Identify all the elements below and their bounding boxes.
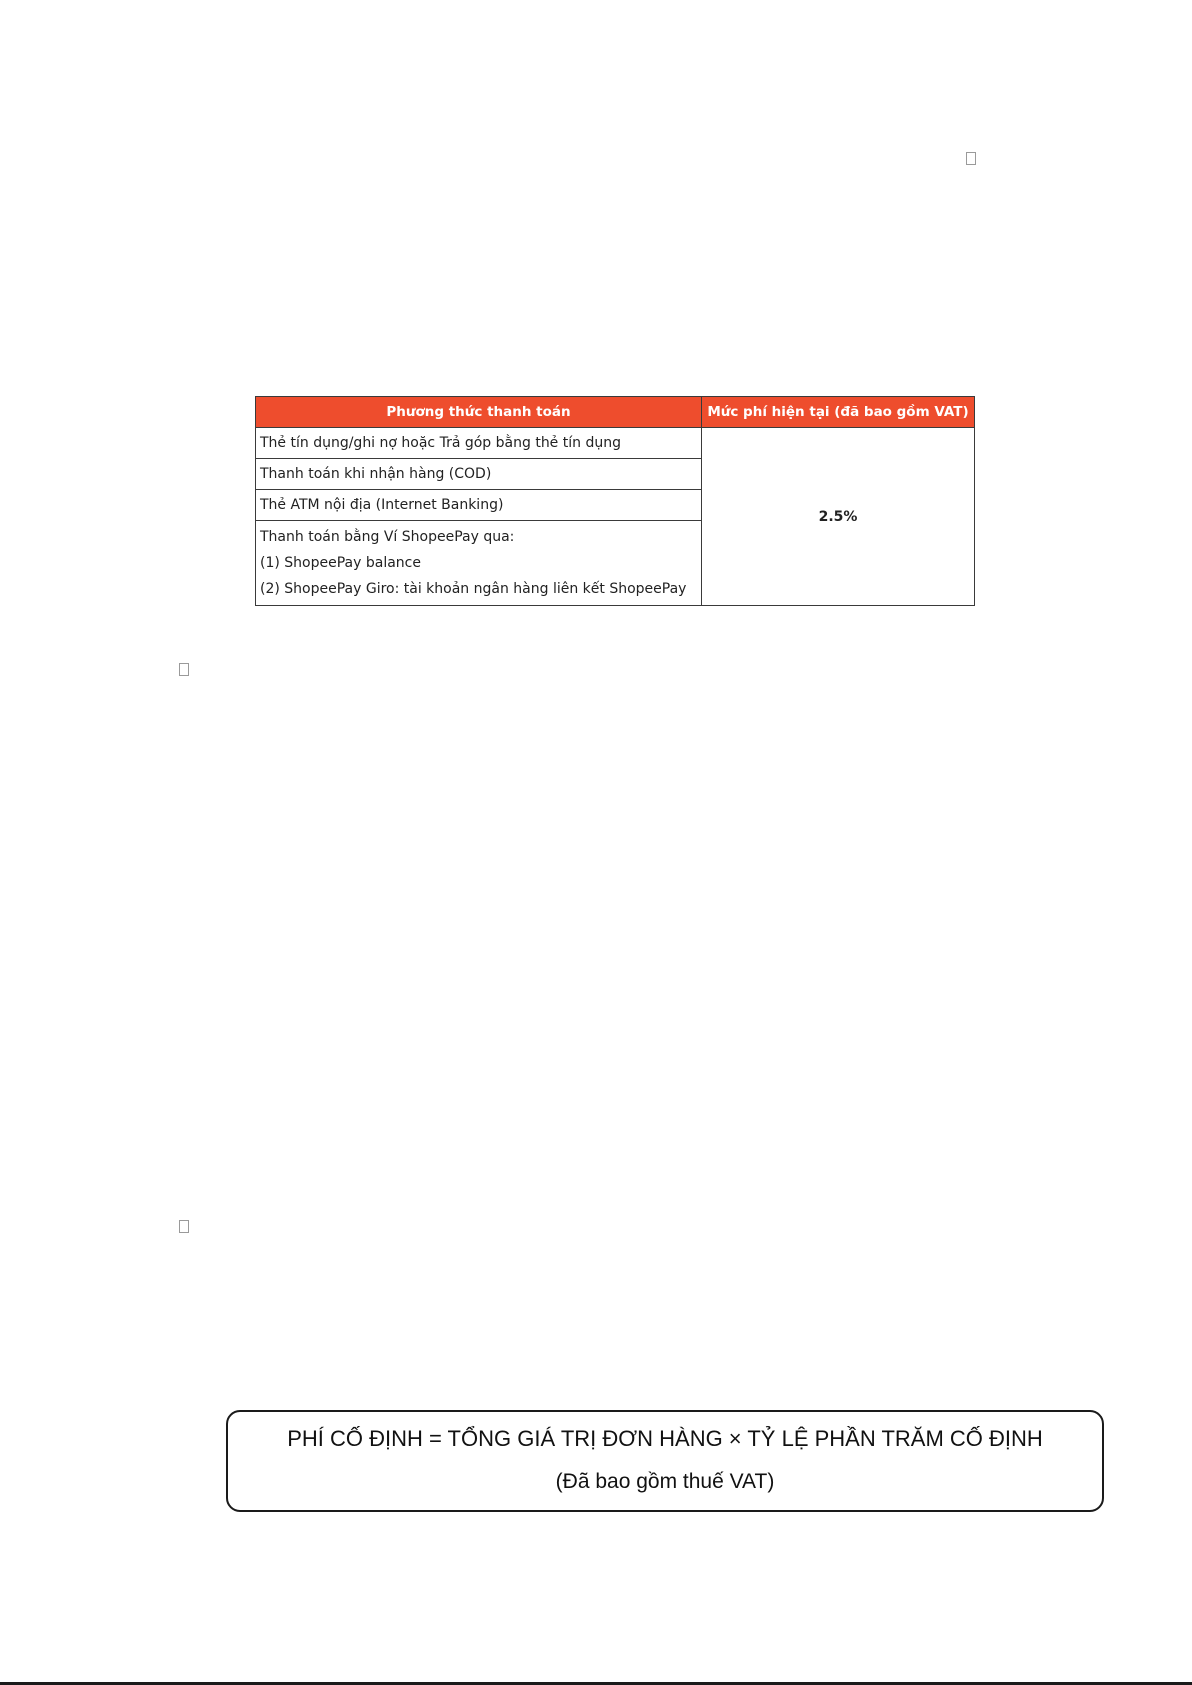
shopeepay-intro-line: Thanh toán bằng Ví ShopeePay qua:	[260, 529, 515, 545]
shopeepay-balance-line: (1) ShopeePay balance	[260, 555, 421, 571]
fixed-fee-formula-box	[226, 1410, 1104, 1512]
payment-method-cell	[256, 521, 702, 606]
fee-rate-cell: 2.5%	[702, 428, 975, 606]
header-current-fee: Mức phí hiện tại (đã bao gồm VAT)	[702, 397, 975, 428]
payment-method-cell: Thẻ ATM nội địa (Internet Banking)	[256, 490, 702, 521]
table-header-row	[256, 397, 975, 428]
table-row	[256, 428, 975, 459]
missing-glyph-box	[179, 663, 189, 676]
formula-text: PHÍ CỐ ĐỊNH = TỔNG GIÁ TRỊ ĐƠN HÀNG × TỶ LỆ PHẦN TRĂM CỐ ĐỊNH	[287, 1426, 1043, 1451]
missing-glyph-box	[966, 152, 976, 165]
payment-method-cell: Thẻ tín dụng/ghi nợ hoặc Trả góp bằng thẻ tín dụng	[256, 428, 702, 459]
missing-glyph-box	[179, 1220, 189, 1233]
payment-method-cell: Thanh toán khi nhận hàng (COD)	[256, 459, 702, 490]
formula-vat-note: (Đã bao gồm thuế VAT)	[555, 1470, 775, 1493]
shopeepay-giro-line: (2) ShopeePay Giro: tài khoản ngân hàng liên kết ShopeePay	[260, 581, 687, 597]
payment-fee-table	[255, 396, 975, 606]
header-payment-method: Phương thức thanh toán	[256, 397, 702, 428]
